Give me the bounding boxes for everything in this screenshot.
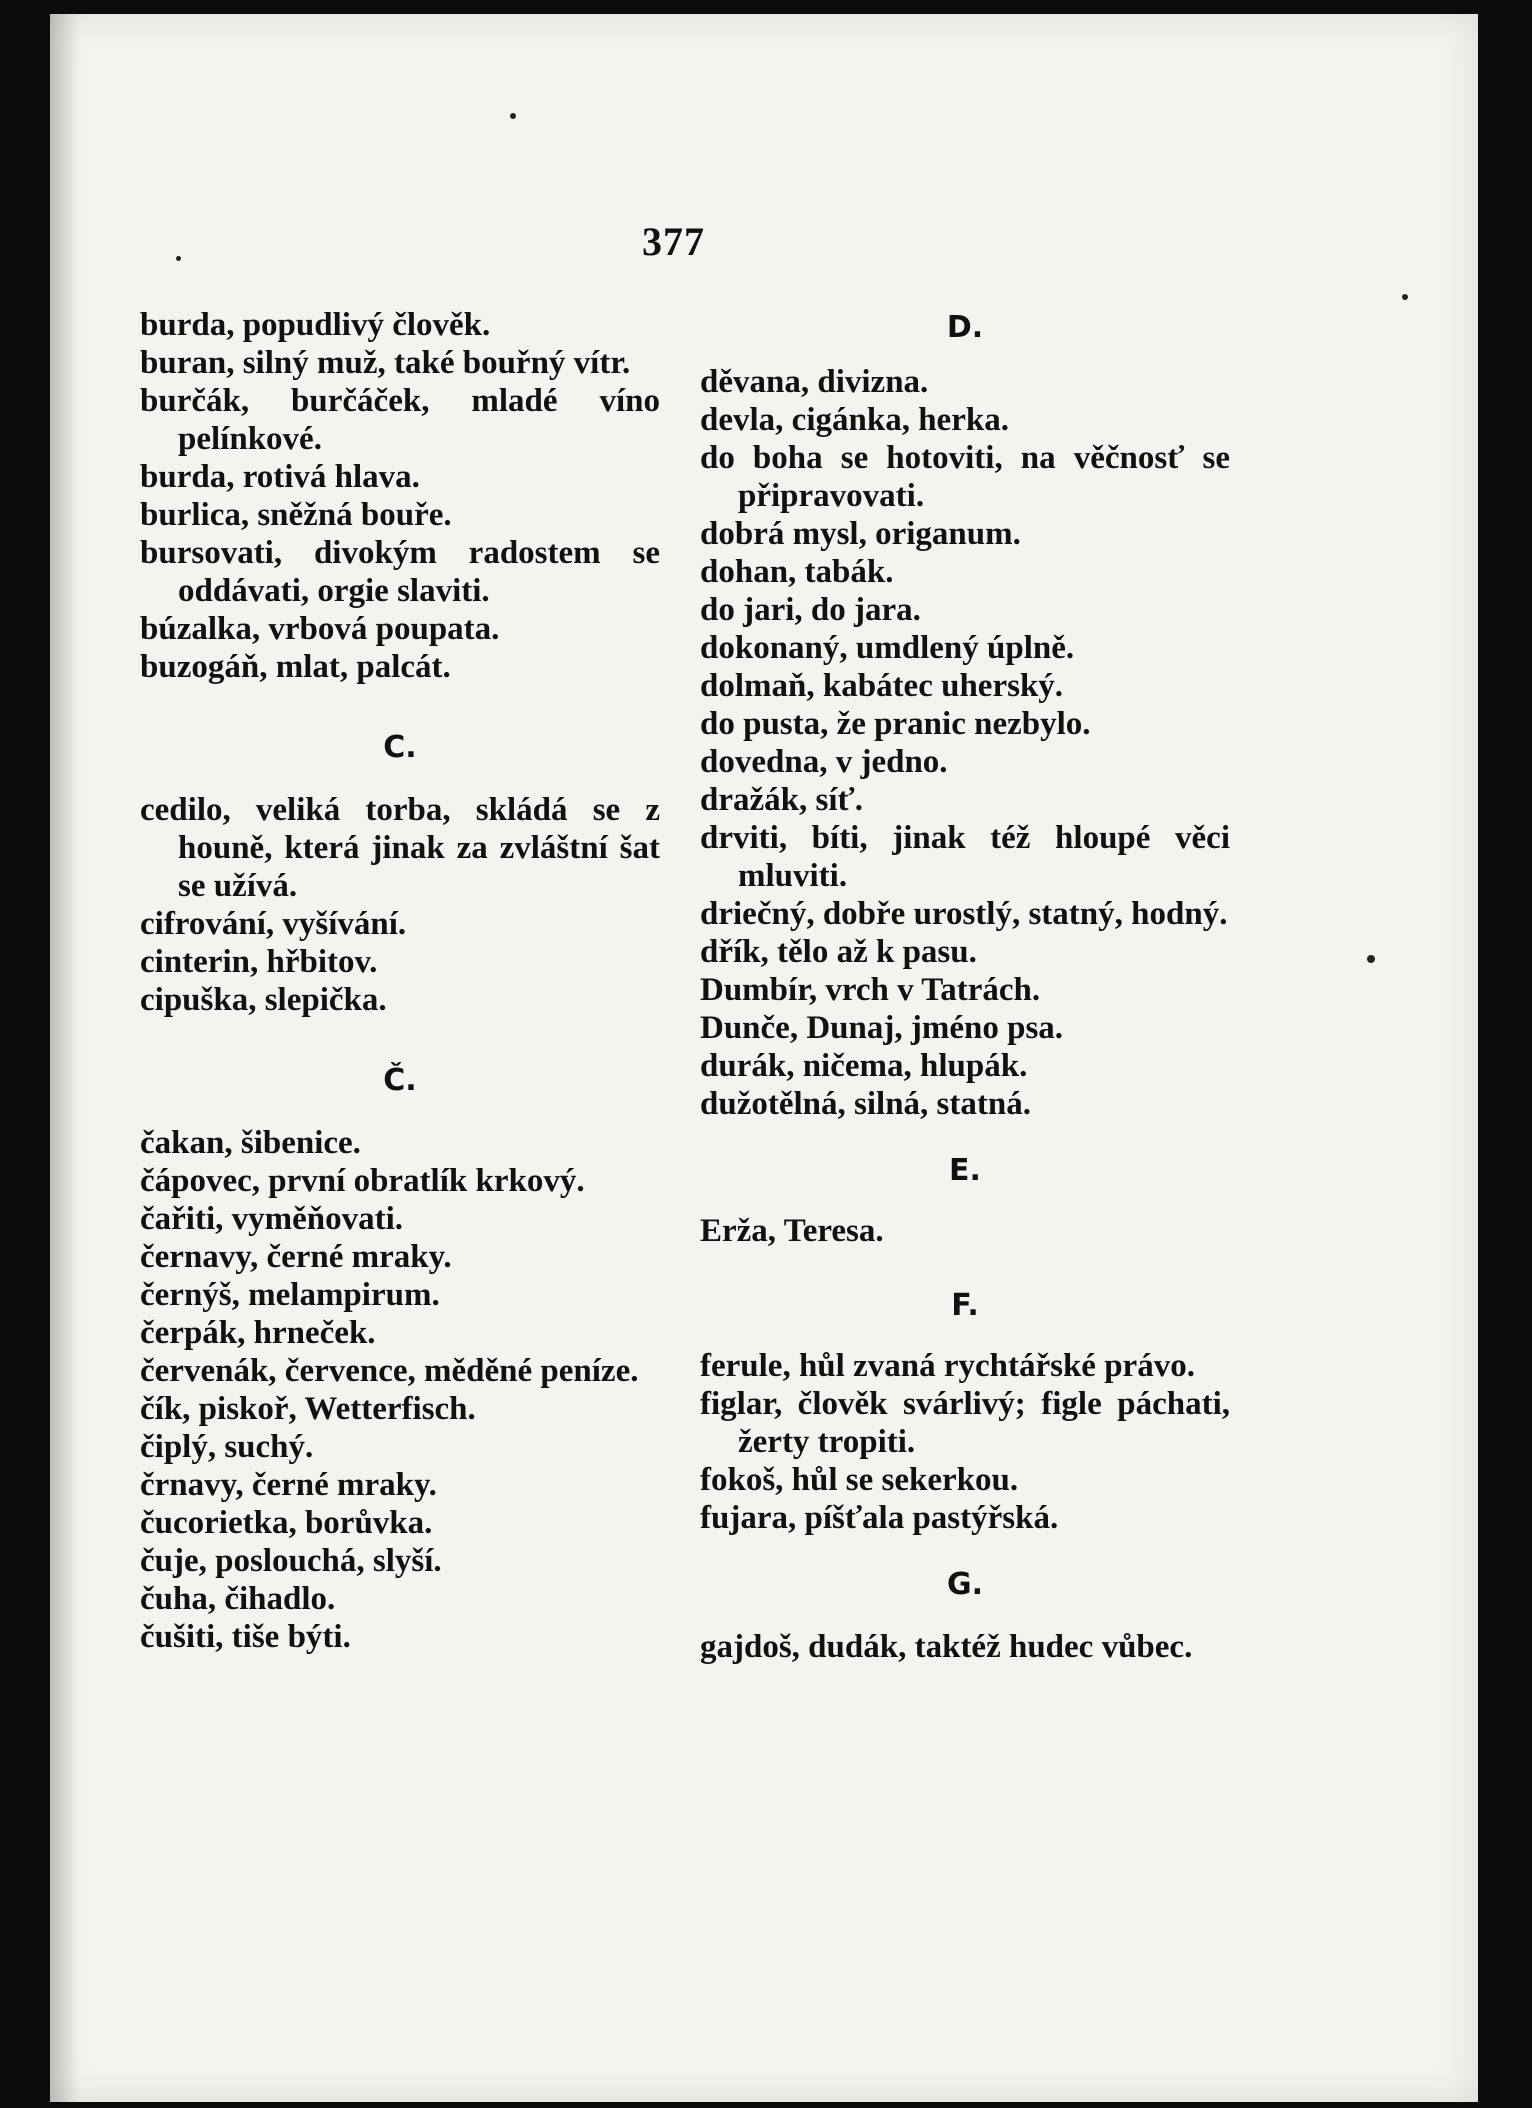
dictionary-entry: čakan, šibenice. [140,1125,361,1161]
section-f [700,1347,1230,1537]
dictionary-entry: fokoš, hůl se sekerkou. [700,1462,1019,1498]
dictionary-entry: černýš, melampirum. [140,1277,440,1313]
section-c-caron [140,1124,660,1656]
dictionary-entry: buran, silný muž, také bouřný vítr. [140,345,631,381]
dictionary-entry: čuha, čihadlo. [140,1581,336,1617]
dictionary-entry: figlar, člověk svárlivý; figle páchati, žerty tropiti. [700,1386,1230,1460]
dictionary-entry: čucorietka, borůvka. [140,1505,433,1541]
dictionary-entry: gajdoš, dudák, taktéž hudec vůbec. [700,1629,1193,1665]
page-number: 377 [642,219,705,264]
right-column [700,306,1230,1666]
dictionary-entry: dobrá mysl, origanum. [700,516,1021,552]
section-heading-d: D. [946,310,984,345]
dictionary-entry: cifrování, vyšívání. [140,906,407,942]
dictionary-entry: drviti, bíti, jinak též hloupé věci mluviti. [700,820,1230,894]
dictionary-entry: dovedna, v jedno. [700,744,948,780]
dictionary-entry: červenák, července, měděné peníze. [140,1353,639,1389]
dictionary-entry: dohan, tabák. [700,554,894,590]
dictionary-entry: fujara, píšťala pastýřská. [700,1500,1059,1536]
scan-speck [1367,955,1375,963]
dictionary-entry: burčák, burčáček, mladé víno pelínkové. [140,383,660,457]
dictionary-entry: do pusta, že pranic nezbylo. [700,706,1091,742]
section-b [140,306,660,686]
scan-speck [176,256,181,261]
dictionary-entry: čerpák, hrneček. [140,1315,376,1351]
dictionary-entry: dužotělná, silná, statná. [700,1086,1031,1122]
dictionary-entry: devla, cigánka, herka. [700,402,1009,438]
dictionary-entry: čápovec, první obratlík krkový. [140,1163,585,1199]
section-heading-c-caron: Č. [383,1063,417,1098]
dictionary-entry: Dumbír, vrch v Tatrách. [700,972,1041,1008]
dictionary-entry: čík, piskoř, Wetterfisch. [140,1391,476,1427]
dictionary-entry: Erža, Teresa. [700,1213,884,1249]
dictionary-entry: dolmaň, kabátec uherský. [700,668,1064,704]
section-e [700,1212,1230,1250]
dictionary-entry: černavy, černé mraky. [140,1239,452,1275]
dictionary-entry: burda, rotivá hlava. [140,459,420,495]
dictionary-entry: bursovati, divokým radostem se oddávati, orgie slaviti. [140,535,660,609]
dictionary-entry: durák, ničema, hlupák. [700,1048,1028,1084]
dictionary-entry: dokonaný, umdlený úplně. [700,630,1075,666]
section-heading-g: G. [946,1567,984,1602]
scan-speck [1402,294,1408,300]
dictionary-entry: dražák, síť. [700,782,863,818]
left-column [140,306,660,1656]
page-fold-shadow [50,14,80,2102]
dictionary-entry: do jari, do jara. [700,592,921,628]
dictionary-entry: ferule, hůl zvaná rychtářské právo. [700,1348,1195,1384]
dictionary-entry: čařiti, vyměňovati. [140,1201,404,1237]
dictionary-entry: Dunče, Dunaj, jméno psa. [700,1010,1064,1046]
dictionary-entry: búzalka, vrbová poupata. [140,611,500,647]
dictionary-entry: děvana, divizna. [700,364,929,400]
section-c [140,791,660,1019]
dictionary-entry: čuje, poslouchá, slyší. [140,1543,442,1579]
section-g [700,1628,1230,1666]
dictionary-entry: driečný, dobře urostlý, statný, hodný. [700,896,1228,932]
dictionary-entry: cipuška, slepička. [140,982,387,1018]
scan-speck [510,113,516,119]
section-heading-c: C. [383,730,417,765]
dictionary-entry: burlica, sněžná bouře. [140,497,452,533]
dictionary-entry: čušiti, tiše býti. [140,1619,351,1655]
dictionary-entry: do boha se hotoviti, na věčnosť se připravovati. [700,440,1230,514]
dictionary-entry: burda, popudlivý člověk. [140,307,491,343]
dictionary-entry: buzogáň, mlat, palcát. [140,649,451,685]
dictionary-entry: cinterin, hřbitov. [140,944,378,980]
dictionary-entry: čiplý, suchý. [140,1429,314,1465]
dictionary-entry: dřík, tělo až k pasu. [700,934,977,970]
section-heading-e: E. [949,1153,981,1188]
section-d [700,363,1230,1123]
dictionary-entry: črnavy, černé mraky. [140,1467,437,1503]
section-heading-f: F. [951,1288,979,1323]
dictionary-entry: cedilo, veliká torba, skládá se z houně, která jinak za zvláštní šat se užívá. [140,792,660,904]
